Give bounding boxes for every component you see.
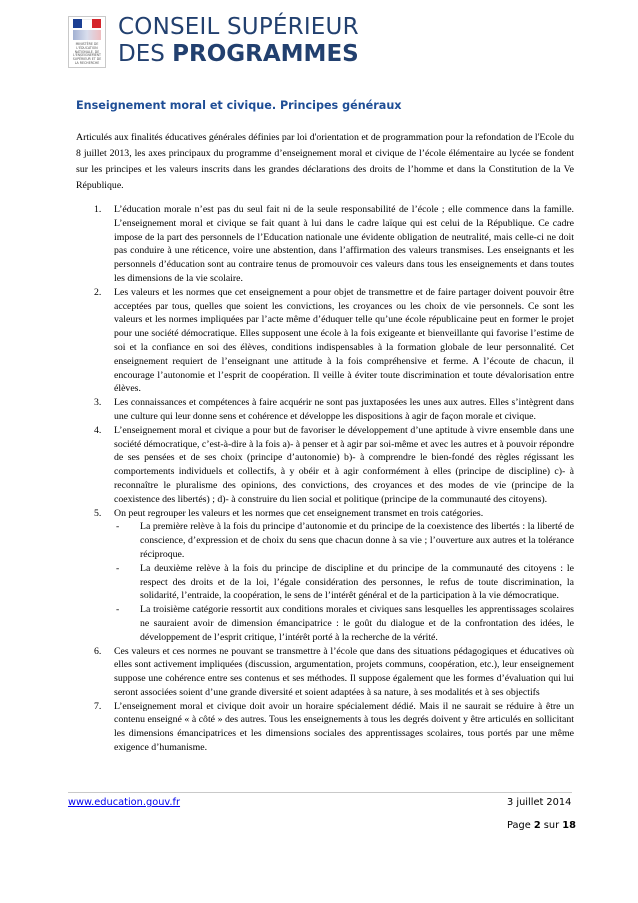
item-text: Les connaissances et compétences à faire acquérir ne sont pas juxtaposées les unes aux autres. Elles s’intègrent dans une culture qui leur donne sens et cohérence et développe les dispositions à agir de façon morale et civique. (114, 397, 574, 422)
brand-line-2-prefix: DES (118, 41, 173, 67)
french-flag-icon (73, 19, 101, 28)
page-total: 18 (562, 820, 576, 831)
sub-list (98, 520, 574, 644)
list-item (94, 286, 574, 396)
item-text: On peut regrouper les valeurs et les normes que cet enseignement transmet en trois catégories. (114, 507, 484, 519)
item-text: Ces valeurs et ces normes ne pouvant se transmettre à l’école que dans des situations pédagogiques et éducatives où elles sont activement impliquées (discussion, argumentation, projets communs, coopération, etc.), leur enseignement suppose une cohérence entre ses contenus et ses méthodes. Il suppose également que les formes d’évaluation qui lui seront associées soient d’une grande diversité et soient adaptées à sa nature, à ses modalités et à ses objectifs (114, 645, 574, 698)
website-link[interactable]: www.education.gouv.fr (68, 797, 181, 808)
dash-marker: - (116, 521, 120, 533)
document-header (68, 14, 588, 72)
item-text: Les valeurs et les normes que cet enseignement a pour objet de transmettre et de faire partager doivent pouvoir être acceptées par tous, quelles que soient les convictions, les croyances ou les choix de vie personnels. Ce sont les valeurs et les normes impliquées par l’acte même d’éduquer telle qu’une école républicaine peut en former le projet pour une société démocratique. Elles supposent une école à la fois exigeante et bienveillante qui favorise l’estime de soi et la confiance en soi des élèves, conditions indispensables à la formation globale de leur personnalité. Cet enseignement requiert de l’enseignant une attitude à la fois compréhensive et ferme. A l’écoute de chacun, il encourage l’autonomie et l’esprit de coopération. Il veille à éviter toute discrimination et toute dévalorisation entre élèves. (114, 286, 574, 395)
brand-line-2 (118, 40, 359, 68)
item-number: 1. (94, 204, 102, 215)
sub-list-item (114, 520, 574, 561)
list-item (94, 396, 574, 424)
marianne-icon (73, 30, 101, 40)
list-item (94, 700, 574, 755)
principles-list (76, 203, 574, 755)
sub-item-text: La troisième catégorie ressortit aux conditions morales et civiques sans lesquelles les apprentissages scolaires ne sauraient avoir de dimension émancipatrice : le goût du dialogue et de la confrontation des idées, le développement de l’esprit critique, l’intérêt porté à la recherche de la vérité. (140, 604, 574, 643)
dash-marker: - (116, 604, 120, 616)
page-prefix: Page (507, 820, 534, 831)
item-number: 7. (94, 700, 102, 712)
page-number (507, 820, 576, 831)
page-current: 2 (533, 820, 541, 831)
list-item (94, 203, 574, 286)
brand-line-2-bold: PROGRAMMES (172, 41, 359, 67)
item-text: L’éducation morale n’est pas du seul fait ni de la seule responsabilité de l’école ; elle commence dans la famille. L’enseignement moral et civique se fait quant à lui dans le cadre laïque qui est celui de la République. Ce cadre impose de la part des personnels de l’Education nationale une évidente obligation de neutralité, mais celle-ci ne doit pas conduire à une réticence, voire une abstention, dans l’affirmation des valeurs transmises. Les enseignants et les personnels d’éducation sont au contraire tenus de promouvoir ces valeurs dans tous les enseignements et dans toutes les dimensions de la vie scolaire. (114, 204, 574, 284)
sub-list-item (114, 562, 574, 603)
sub-item-text: La deuxième relève à la fois du principe de discipline et du principe de la communauté des citoyens : le respect des droits et de la loi, l’égale considération des personnes, le refus de toute discrimination, la solidarité, l’entraide, la coopération, le sens de l’intérêt général et de la participation à la vie démocratique. (140, 562, 574, 602)
item-number: 5. (94, 507, 102, 519)
footer-divider (68, 792, 572, 793)
list-item (94, 507, 574, 645)
document-body (76, 130, 574, 755)
intro-paragraph: Articulés aux finalités éducatives générales définies par loi d'orientation et de programmation pour la refondation de l'Ecole du 8 juillet 2013, les axes principaux du programme d’enseignement moral et civique de l’école élémentaire au lycée se fondent sur les principes et les valeurs inscrits dans les grandes déclarations des droits de l’homme et dans la Constitution de la Ve République. (76, 132, 574, 191)
item-number: 6. (94, 645, 102, 657)
brand-line-1: CONSEIL SUPÉRIEUR (118, 14, 359, 40)
item-text: L’enseignement moral et civique doit avoir un horaire spécialement dédié. Mais il ne saurait se réduire à être un contenu enseigné « à côté » des autres. Tous les enseignements à tous les degrés doivent y être articulés en sollicitant les dimensions émancipatrices et les dimensions sociales des apprentissages scolaires, tous portés par une même exigence d’humanisme. (114, 700, 574, 754)
item-number: 3. (94, 397, 102, 409)
section-title: Enseignement moral et civique. Principes généraux (76, 99, 402, 112)
list-item (94, 645, 574, 700)
ministry-logo (68, 16, 106, 68)
dash-marker: - (116, 562, 120, 574)
brand-wordmark (118, 14, 359, 68)
sub-item-text: La première relève à la fois du principe d’autonomie et du principe de la coexistence des libertés : la liberté de conscience, d’expression et de choix du sens que chacun donne à sa vie ; l’ouverture aux autres et la tolérance réciproque. (140, 521, 574, 560)
item-text: L’enseignement moral et civique a pour but de favoriser le développement d’une aptitude à vivre ensemble dans une société démocratique, c’est-à-dire à la fois a)- à penser et à agir par soi-même et avec les autres et à pouvoir répondre de ses pensées et de ses choix (principe d’autonomie) b)- à comprendre le bien-fondé des règles régissant les comportements individuels et collectifs, à y obéir et à agir conformément à elles (principe de discipline) c)- à reconnaître le pluralisme des opinions, des convictions, des croyances et des modes de vie (principe de la coexistence des libertés) ; d)- à construire du lien social et politique (principe de la communauté des citoyens). (114, 424, 574, 505)
list-item (94, 424, 574, 507)
sub-list-item (114, 603, 574, 644)
item-number: 2. (94, 286, 102, 298)
page-middle: sur (540, 820, 563, 831)
footer-date: 3 juillet 2014 (507, 797, 572, 808)
item-number: 4. (94, 424, 102, 436)
ministry-label: MINISTÈRE DE L'ÉDUCATION NATIONALE, DE L'ENSEIGNEMENT SUPÉRIEUR ET DE LA RECHERCHE (72, 42, 102, 65)
